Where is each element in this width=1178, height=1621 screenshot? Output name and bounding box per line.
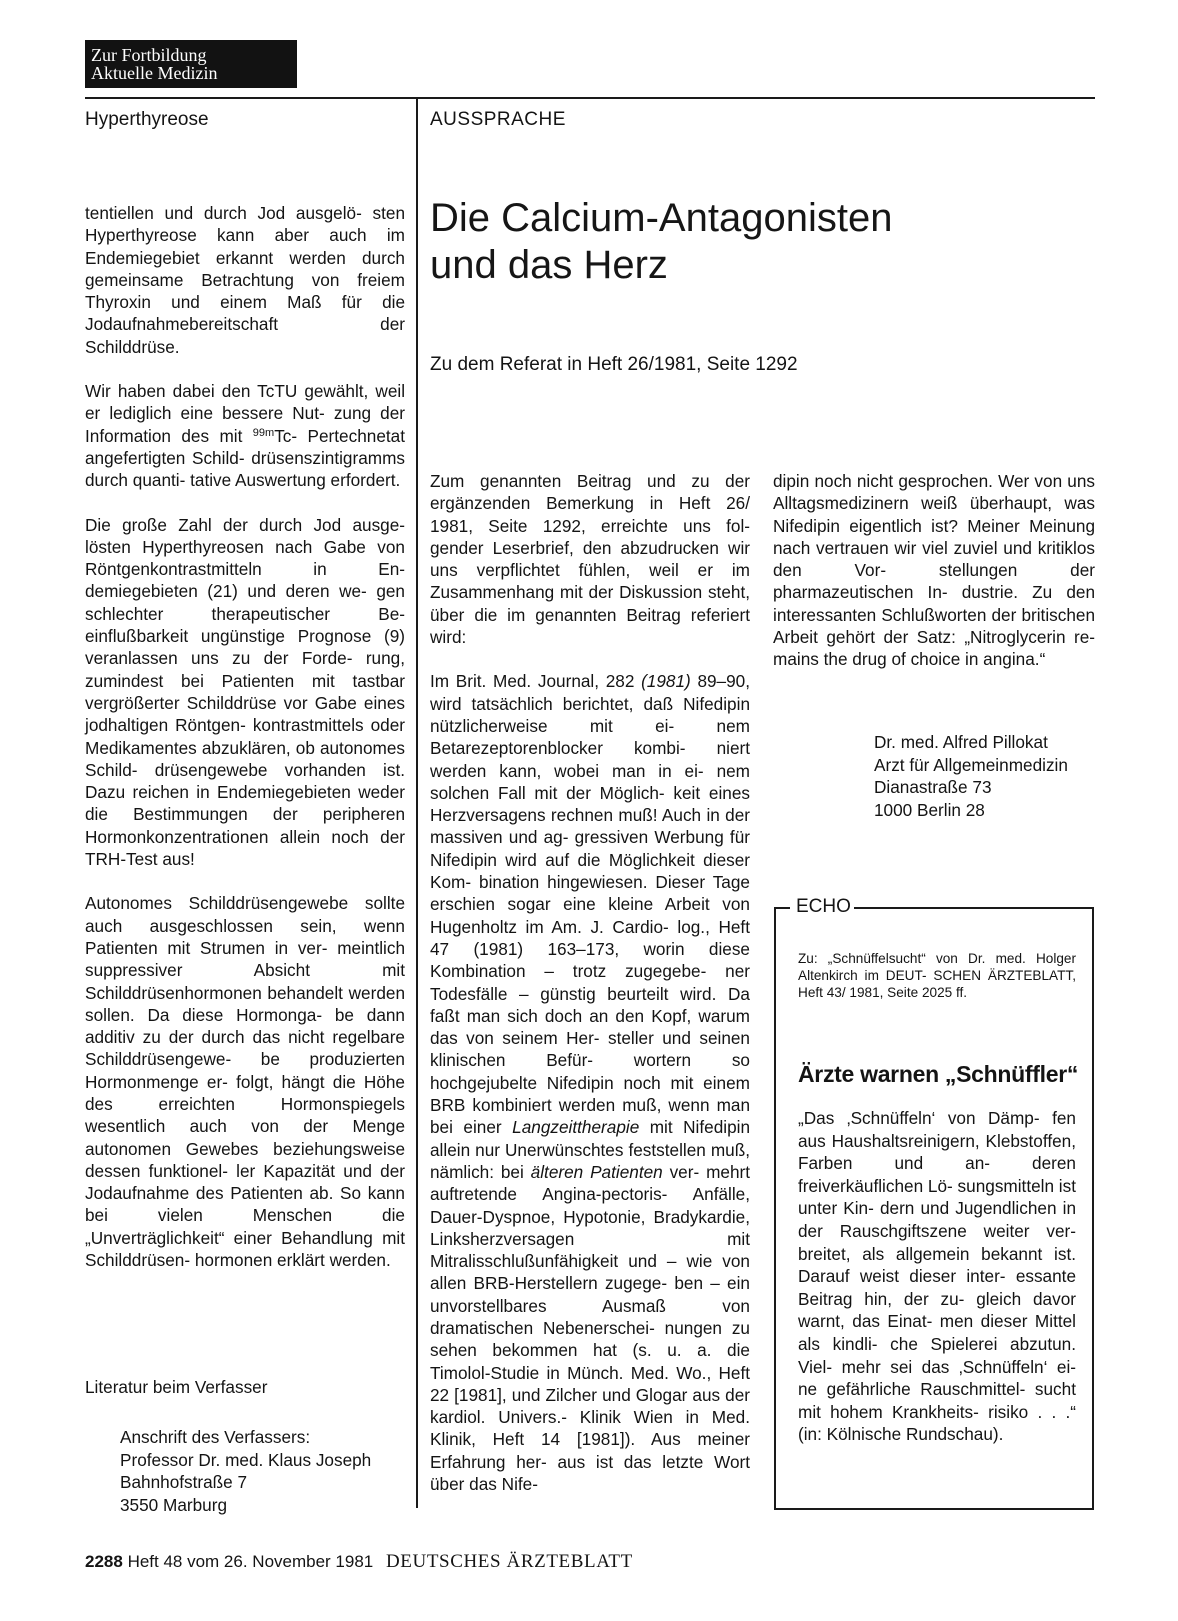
left-column [85,202,405,1271]
top-divider [85,97,1095,99]
author-address: Anschrift des Verfassers: Professor Dr. med. Klaus Joseph Bahnhofstraße 7 3550 Marburg [120,1427,372,1515]
section-label-line2: Aktuelle Medizin [91,63,218,83]
left-paragraph-4: Autonomes Schilddrüsengewebe sollte auch ausgeschlossen sein, wenn Patienten mit Strumen in ver- meintlich suppressiver Absicht mit Schilddrüsenhormonen behandelt werden sollen. Da diese Hormonga- be dann additiv zu der durch das nicht regelbare Schilddrüsengewe- be produzierten Hormonmenge er- folgt, hängt die Höhe des erreichten Hormonspiegels wesentlich auch von der Menge autonomen Gewebes beziehungsweise dessen funktionel- ler Kapazität und der Jodaufnahme des Patienten ab. So kann bei vielen Menschen die „Unverträglichkeit“ einer Behandlung mit Schilddrüsen- hormonen erklärt werden. [85,893,406,1271]
middle-paragraph-1: Zum genannten Beitrag und zu der ergänzenden Bemerkung in Heft 26/ 1981, Seite 1292, erreichte uns fol- gender Leserbrief, den abzudrucken wir uns verpflichtet fühlen, weil er im Zusammenhang mit der Diskussion steht, über die im genannten Beitrag referiert wird: [430,471,750,648]
letter-signature: Dr. med. Alfred Pillokat Arzt für Allgemeinmedizin Dianastraße 73 1000 Berlin 28 [874,732,1068,820]
article-subtitle: Zu dem Referat in Heft 26/1981, Seite 1292 [430,354,798,375]
article-title: Die Calcium-Antagonisten und das Herz [430,196,893,287]
left-paragraph-2: Wir haben dabei den TcTU gewählt, weil er lediglich eine bessere Nut- zung der Information des mit $^{99m}$Tc- Pertechnetat angefertigten Schild- drüsenszintigramms durch quanti- tative Auswertung erfordert. [85,381,406,491]
page-number: 2288 [85,1552,123,1571]
echo-reference: Zu: „Schnüffelsucht“ von Dr. med. Holger Altenkirch im DEUT- SCHEN ÄRZTEBLATT, Heft 43/ 1981, Seite 2025 ff. [798,951,1076,1000]
section-label [85,40,297,88]
echo-label: ECHO [790,895,854,919]
page-footer [85,1550,633,1574]
right-column [773,470,1095,671]
middle-column [430,470,750,1495]
left-paragraph-1: tentiellen und durch Jod ausgelö- sten Hyperthyreose kann aber auch im Endemiegebiet erkannt werden durch gemeinsame Betrachtung von freiem Thyroxin und einem Maß für die Jodaufnahmebereitschaft der Schilddrüse. [85,203,406,357]
publication-name: DEUTSCHES ÄRZTEBLATT [385,1551,633,1572]
literature-note: Literatur beim Verfasser [85,1377,268,1397]
issue-info: Heft 48 vom 26. November 1981 [127,1552,374,1571]
running-head-right: AUSSPRACHE [430,109,566,130]
echo-body: „Das ‚Schnüffeln‘ von Dämp- fen aus Haushaltsreinigern, Klebstoffen, Farben und an- deren freiverkäuflichen Lö- sungsmitteln ist unter Kin- dern und Jugendlichen in der Rauschgiftszene weiter ver- breitet, als allgemein bekannt ist. Darauf weist dieser inter- essante Beitrag hin, der zu- gleich davor warnt, das Einat- men dieser Mittel als kindli- che Spielerei abzutun. Viel- mehr sei das ‚Schnüffeln‘ ei- ne gefährliche Rauschmittel- sucht mit hohem Krankheits- risiko . . .“ (in: Kölnische Rundschau). [798,1108,1077,1445]
echo-headline: Ärzte warnen „Schnüffler“ [798,1061,1079,1087]
running-head-left: Hyperthyreose [85,109,209,130]
left-paragraph-3: Die große Zahl der durch Jod ausge- lösten Hyperthyreosen nach Gabe von Röntgenkontrastmitteln in En- demiegebieten (21) und deren we- gen schlechter therapeutischer Be- einflußbarkeit ungünstige Prognose (9) veranlassen uns zu der Forde- rung, zumindest bei Patienten mit tastbar vergrößerter Schilddrüse vor Gabe eines jodhaltigen Röntgen- kontrastmittels oder Medikamentes abzuklären, ob autonomes Schild- drüsengewebe vorhanden ist. Dazu reichen in Endemiegebieten weder die Bestimmungen der peripheren Hormonkonzentrationen allein noch der TRH-Test aus! [85,514,406,870]
right-paragraph-1: dipin noch nicht gesprochen. Wer von uns Alltagsmedizinern weiß überhaupt, was Nifedipin eigentlich ist? Meiner Meinung nach vertrauen wir viel zuviel und kritiklos den Vor- stellungen der pharmazeutischen In- dustrie. Zu den interessanten Schlußworten der britischen Arbeit gehört der Satz: „Nitroglycerin re- mains the drug of choice in angina.“ [773,471,1096,670]
middle-paragraph-2: Im Brit. Med. Journal, 282 (1981) 89–90, wird tatsächlich berichtet, daß Nifedipin nützlicherweise mit ei- nem Betarezeptorenblocker kombi- niert werden kann, wobei man in ei- nem solchen Fall mit der Möglich- keit eines Herzversagens rechnen muß! Auch in der massiven und ag- gressiven Werbung für Nifedipin wird auf die Möglichkeit dieser Kom- bination hingewiesen. Dieser Tage erschien sogar eine kleine Arbeit von Hugenholtz im Am. J. Cardio- log., Heft 47 (1981) 163–173, worin diese Kombination – trotz zugegebe- ner Todesfälle – günstig beurteilt wird. Da faßt man sich doch an den Kopf, warum das von seinem Her- steller und seinen klinischen Befür- wortern so hochgejubelte Nifedipin noch mit einem BRB kombiniert werden muß, wenn man bei einer Langzeittherapie mit Nifedipin allein nur Unerwünschtes feststellen muß, nämlich: bei älteren Patienten ver- mehrt auftretende Angina-pectoris- Anfälle, Dauer-Dyspnoe, Hypotonie, Bradykardie, Linksherzversagen mit Mitralisschlußunfähigkeit und – wie von allen BRB-Herstellern zugege- ben – ein unvorstellbares Ausmaß von dramatischen Nebenerschei- nungen zu sehen bekommen hat (s. u. a. die Timolol-Studie in Münch. Med. Wo., Heft 22 [1981], und Zilcher und Glogar aus der kardiol. Univers.- Klinik Wien in Med. Klinik, Heft 14 [1981]). Aus meiner Erfahrung her- aus ist das letzte Wort über das Nife- [430,671,751,1495]
column-divider [416,98,418,1508]
section-label-line1: Zur Fortbildung [91,45,207,65]
